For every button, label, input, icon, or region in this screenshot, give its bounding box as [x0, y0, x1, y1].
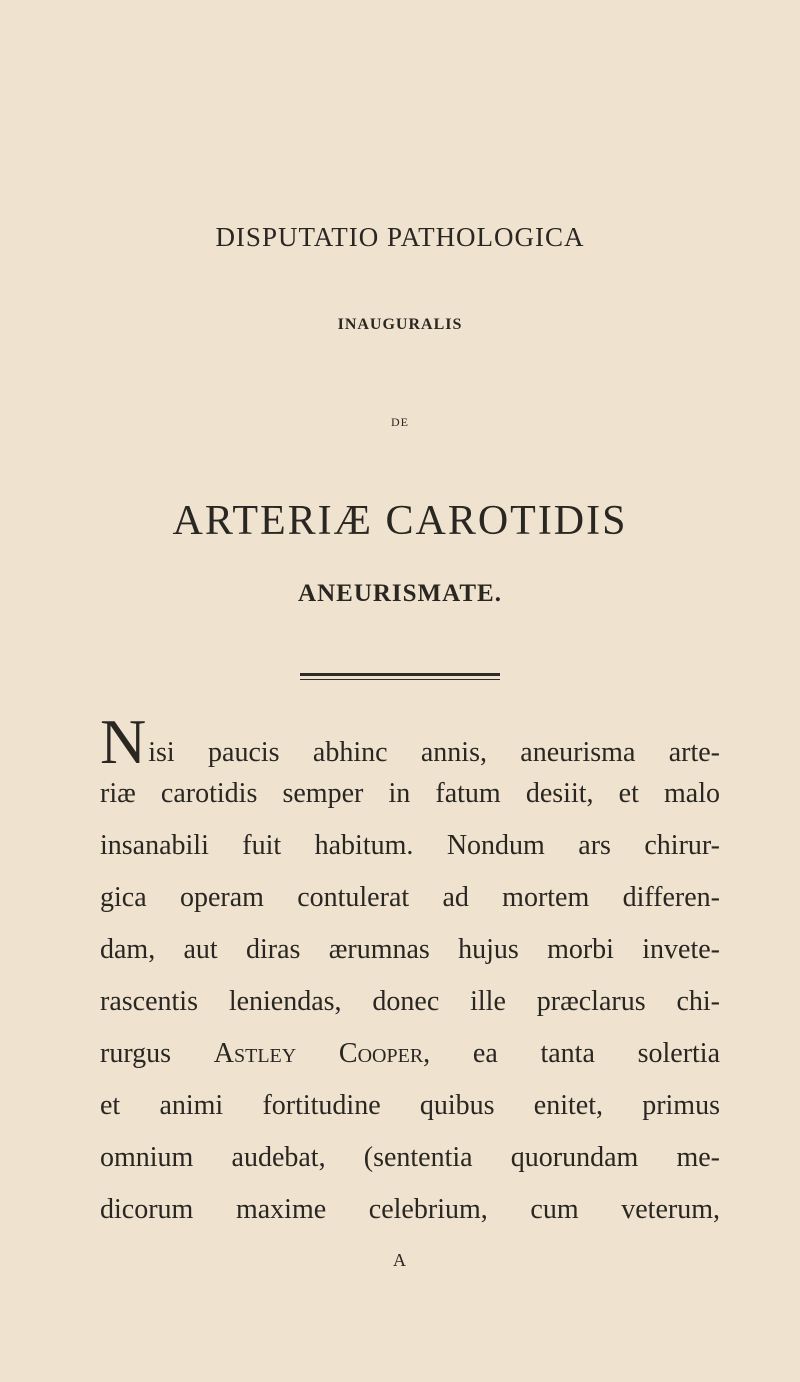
signature-mark: A — [393, 1250, 407, 1270]
body-line: rascentis leniendas, donec ille præclarus chi- — [100, 986, 720, 1017]
body-line: omnium audebat, (sententia quorundam me- — [100, 1142, 720, 1173]
body-line-text: , ea tanta solertia — [423, 1038, 721, 1069]
body-line — [100, 1028, 720, 1080]
body-line: dicorum maxime celebrium, cum veterum, — [100, 1194, 720, 1225]
body-line-text: rurgus — [100, 1038, 214, 1069]
title-line-disputatio: DISPUTATIO PATHOLOGICA — [215, 222, 585, 252]
body-line — [100, 706, 720, 777]
title-line-arteriae: ARTERIÆ CAROTIDIS — [172, 498, 628, 544]
body-line: et animi fortitudine quibus enitet, primus — [100, 1090, 720, 1121]
drop-cap: N — [100, 706, 147, 777]
title-line-inauguralis: INAUGURALIS — [337, 316, 463, 333]
title-line-aneurismate: ANEURISMATE. — [298, 580, 502, 607]
body-line: dam, aut diras ærumnas hujus morbi invete- — [100, 934, 720, 965]
body-line: insanabili fuit habitum. Nondum ars chirur- — [100, 830, 720, 861]
body-line: gica operam contulerat ad mortem differen- — [100, 882, 720, 913]
divider-rule-thick — [300, 673, 500, 676]
body-paragraph — [100, 706, 721, 1236]
title-line-de: DE — [391, 415, 409, 429]
body-line: riæ carotidis semper in fatum desiit, et malo — [100, 778, 720, 809]
divider-rule-thin — [300, 679, 500, 680]
author-name: Astley Cooper — [213, 1038, 424, 1069]
body-line-text: isi paucis abhinc annis, aneurisma arte- — [148, 737, 720, 768]
